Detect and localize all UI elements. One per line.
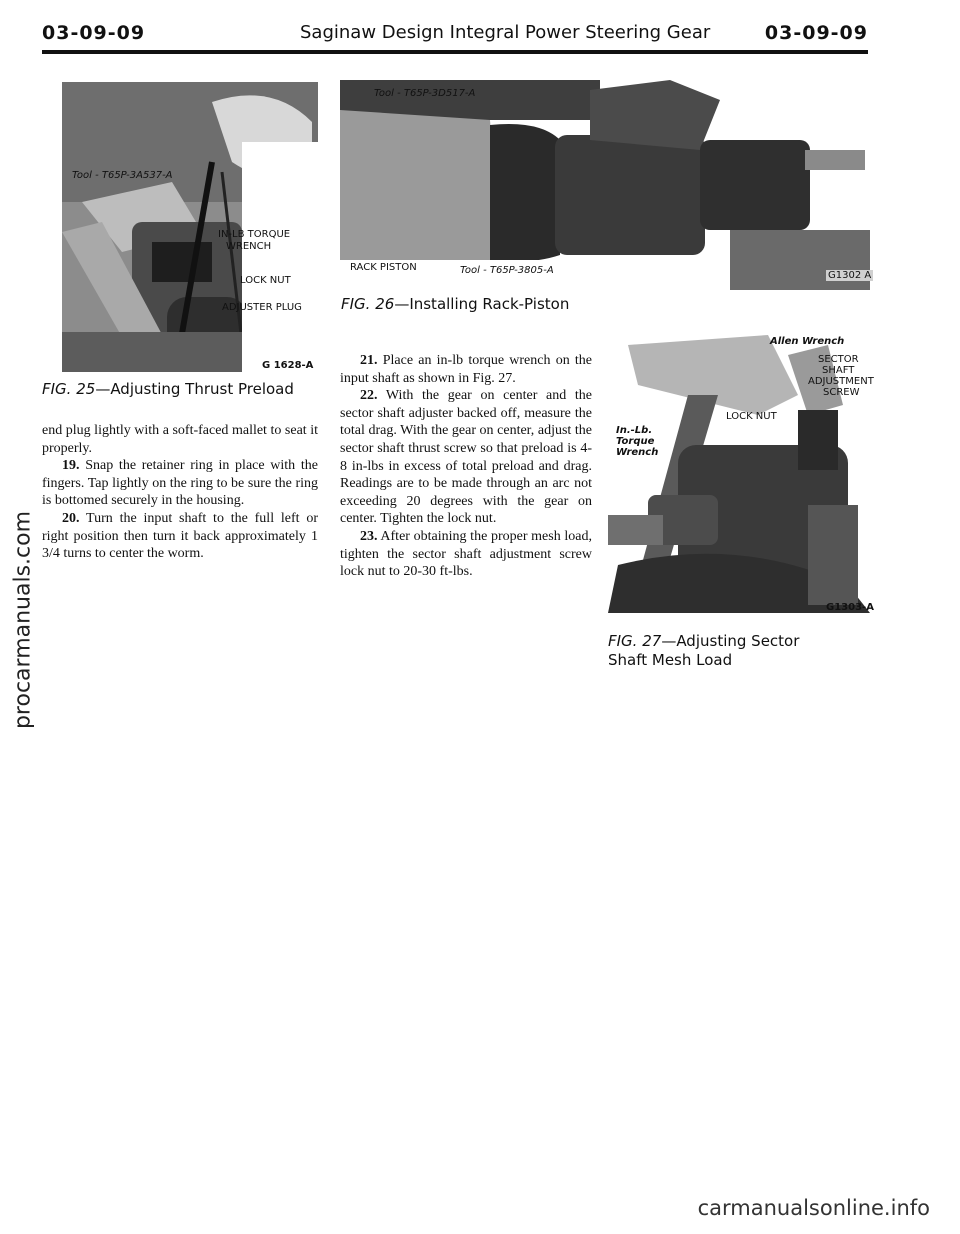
fig25-callout-wrench: WRENCH	[226, 241, 272, 252]
fig27-caption-text1: —Adjusting Sector	[661, 632, 800, 650]
fig27-sector-line4: SCREW	[823, 387, 860, 398]
step-21-number: 21.	[360, 353, 378, 368]
fig26-tool-top: Tool - T65P-3D517-A	[374, 88, 476, 99]
step-21-text: Place an in-lb torque wrench on the input shaft as shown in Fig. 27.	[340, 353, 593, 386]
step-20	[42, 510, 318, 563]
fig25-caption-number: FIG. 25	[42, 380, 96, 398]
fig25-callout-locknut: LOCK NUT	[240, 275, 291, 286]
fig27-caption	[608, 632, 799, 670]
fig27-sector-line3: ADJUSTMENT	[808, 376, 874, 387]
step-22-number: 22.	[360, 388, 378, 404]
fig26-illustration	[340, 80, 870, 290]
fig26-photo	[340, 80, 870, 290]
fig25-caption-text: —Adjusting Thrust Preload	[95, 380, 294, 398]
fig26-caption	[341, 295, 569, 314]
fig25-caption	[42, 380, 294, 399]
step-21	[340, 352, 592, 387]
step-19-text: Snap the retainer ring in place with the fingers. Tap lightly on the ring to be sure the ring is bottomed securely in the housing.	[42, 458, 318, 509]
fig27-allen-wrench: Allen Wrench	[770, 336, 845, 347]
fig27-torque-line1: In.-Lb.	[616, 425, 653, 436]
fig25-tool-label: Tool - T65P-3A537-A	[72, 170, 173, 181]
page-number-left: 03-09-09	[42, 22, 146, 44]
step-23	[340, 528, 592, 581]
fig27-caption-number: FIG. 27	[608, 632, 662, 650]
step-20-text: Turn the input shaft to the full left or right position then turn it back approximately 1 3/4 turns to center the worm.	[42, 510, 318, 562]
header-rule	[42, 50, 868, 54]
page-title: Saginaw Design Integral Power Steering Gear	[300, 22, 711, 43]
side-watermark	[6, 480, 40, 760]
fig26-rack-piston: RACK PISTON	[350, 262, 417, 273]
step-23-number: 23.	[360, 528, 378, 544]
fig26-caption-number: FIG. 26	[341, 295, 395, 313]
page-number-right: 03-09-09	[764, 22, 868, 44]
step-19-number: 19.	[62, 458, 80, 474]
fig27-caption-line2: Shaft Mesh Load	[608, 651, 733, 669]
step-22-text: With the gear on center and the sector shaft adjuster backed off, measure the total drag. With the gear on center, adjust the sector shaft thrust screw so that preload is 4-8 in-lbs in excess of total preload and drag. Readings are to be made through an arc not exceeding 20 degrees with the gear on center. Tighten the lock nut.	[340, 388, 592, 527]
step-20-number: 20.	[62, 510, 80, 526]
fig27-torque-line3: Wrench	[616, 447, 659, 458]
fig25-photo	[62, 82, 318, 372]
column-1-text	[42, 422, 318, 563]
fig26-code: G1302 A	[828, 270, 872, 281]
fig26-tool-bottom: Tool - T65P-3805-A	[460, 265, 554, 276]
fig25-callout-adjuster: ADJUSTER PLUG	[222, 302, 302, 313]
column-2-text	[340, 352, 592, 581]
fig27-sector-line1: SECTOR	[818, 354, 859, 365]
fig25-code: G 1628-A	[262, 360, 314, 371]
step-22	[340, 387, 592, 528]
side-watermark-text: procarmanuals.com	[10, 510, 36, 730]
step-23-text: After obtaining the proper mesh load, tighten the sector shaft adjustment screw lock nut to 20-30 ft-lbs.	[340, 528, 592, 580]
fig27-code: G1303-A	[826, 602, 874, 613]
fig27-sector-line2: SHAFT	[822, 365, 855, 376]
fig27-torque-line2: Torque	[616, 436, 655, 447]
footer-watermark: carmanualsonline.info	[697, 1196, 930, 1220]
fig25-callout-torque: IN-LB TORQUE	[218, 229, 291, 240]
fig26-caption-text: —Installing Rack-Piston	[394, 295, 570, 313]
step-19	[42, 457, 318, 510]
fig27-lock-nut: LOCK NUT	[726, 411, 777, 422]
para-continuation: end plug lightly with a soft-faced mallet to seat it properly.	[42, 423, 318, 456]
fig27-caption-line1	[608, 632, 799, 651]
fig25-illustration	[62, 82, 318, 372]
